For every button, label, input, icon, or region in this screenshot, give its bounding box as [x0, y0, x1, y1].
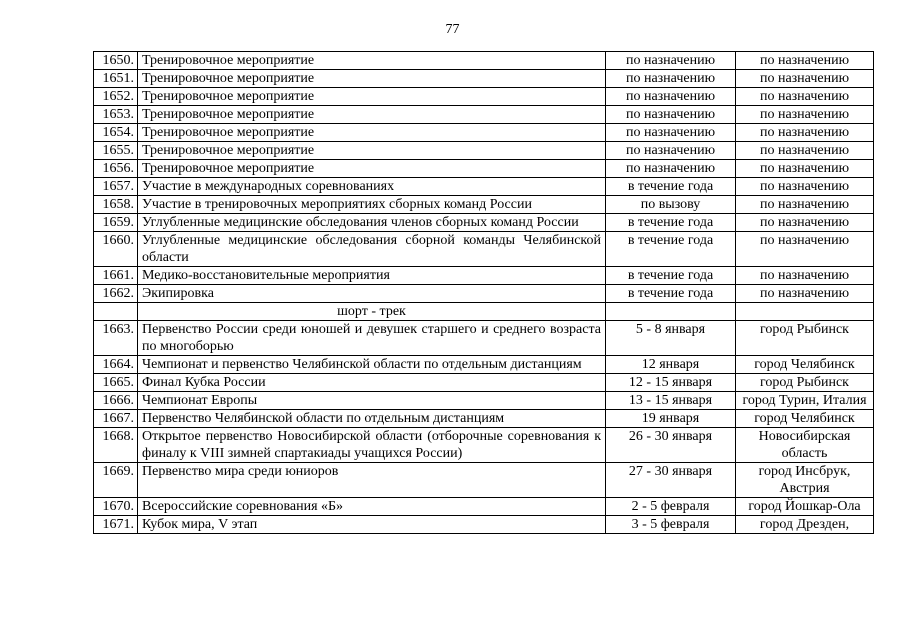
table-row: [94, 178, 874, 196]
row-number: 1650.: [94, 52, 138, 70]
event-date: 26 - 30 января: [606, 428, 736, 463]
table-row: [94, 498, 874, 516]
table-row: [94, 88, 874, 106]
event-date: 5 - 8 января: [606, 321, 736, 356]
table-row: [94, 196, 874, 214]
row-number: 1665.: [94, 374, 138, 392]
event-date: в течение года: [606, 214, 736, 232]
event-place: по назначению: [736, 106, 874, 124]
event-name: Чемпионат Европы: [138, 392, 606, 410]
table-row: [94, 374, 874, 392]
event-date: 3 - 5 февраля: [606, 516, 736, 534]
table-row: [94, 410, 874, 428]
event-date: по назначению: [606, 124, 736, 142]
event-place: по назначению: [736, 178, 874, 196]
row-number: 1658.: [94, 196, 138, 214]
event-name: Тренировочное мероприятие: [138, 160, 606, 178]
row-number: 1655.: [94, 142, 138, 160]
event-place: город Инсбрук, Австрия: [736, 463, 874, 498]
row-number: 1661.: [94, 267, 138, 285]
event-date: в течение года: [606, 267, 736, 285]
row-number: 1659.: [94, 214, 138, 232]
event-place: по назначению: [736, 88, 874, 106]
event-name: Тренировочное мероприятие: [138, 88, 606, 106]
event-place: город Турин, Италия: [736, 392, 874, 410]
event-name: Открытое первенство Новосибирской области (отборочные соревнования к финалу к VIII зимней спартакиады учащихся России): [138, 428, 606, 463]
table-row: [94, 516, 874, 534]
row-number: 1662.: [94, 285, 138, 303]
table-row: [94, 392, 874, 410]
table-row: [94, 356, 874, 374]
event-date: 19 января: [606, 410, 736, 428]
event-name: Углубленные медицинские обследования членов сборных команд России: [138, 214, 606, 232]
event-date: по назначению: [606, 88, 736, 106]
event-place: город Йошкар-Ола: [736, 498, 874, 516]
event-place: по назначению: [736, 267, 874, 285]
table-row: [94, 70, 874, 88]
page-number: 77: [445, 22, 460, 37]
event-place: город Дрезден,: [736, 516, 874, 534]
row-number: 1663.: [94, 321, 138, 356]
table-row: [94, 214, 874, 232]
row-number: 1656.: [94, 160, 138, 178]
event-name: Экипировка: [138, 285, 606, 303]
events-table: [93, 51, 874, 534]
event-name: Тренировочное мероприятие: [138, 106, 606, 124]
event-place: город Челябинск: [736, 410, 874, 428]
event-name: Участие в тренировочных мероприятиях сборных команд России: [138, 196, 606, 214]
row-number: 1653.: [94, 106, 138, 124]
table-row: [94, 232, 874, 267]
event-place: по назначению: [736, 214, 874, 232]
table-row: [94, 321, 874, 356]
event-name: Первенство Челябинской области по отдельным дистанциям: [138, 410, 606, 428]
event-place: по назначению: [736, 285, 874, 303]
table-row: [94, 463, 874, 498]
event-name: Тренировочное мероприятие: [138, 52, 606, 70]
row-number: 1660.: [94, 232, 138, 267]
row-number: 1668.: [94, 428, 138, 463]
event-place: по назначению: [736, 232, 874, 267]
table-row: [94, 428, 874, 463]
event-name: Первенство России среди юношей и девушек старшего и среднего возраста по многоборью: [138, 321, 606, 356]
event-name: Чемпионат и первенство Челябинской области по отдельным дистанциям: [138, 356, 606, 374]
row-number: 1670.: [94, 498, 138, 516]
event-name: Тренировочное мероприятие: [138, 142, 606, 160]
event-date: по назначению: [606, 142, 736, 160]
event-date: по назначению: [606, 106, 736, 124]
event-date: по назначению: [606, 160, 736, 178]
event-name: Первенство мира среди юниоров: [138, 463, 606, 498]
event-name: Всероссийские соревнования «Б»: [138, 498, 606, 516]
event-date: по назначению: [606, 70, 736, 88]
events-table-body: [94, 52, 874, 534]
event-name: Медико-восстановительные мероприятия: [138, 267, 606, 285]
row-number: 1669.: [94, 463, 138, 498]
event-place: по назначению: [736, 196, 874, 214]
section-row: [94, 303, 874, 321]
event-date: 2 - 5 февраля: [606, 498, 736, 516]
table-row: [94, 160, 874, 178]
event-name: Углубленные медицинские обследования сборной команды Челябинской области: [138, 232, 606, 267]
event-date: 13 - 15 января: [606, 392, 736, 410]
table-row: [94, 106, 874, 124]
event-place: Новосибирская область: [736, 428, 874, 463]
event-name: Финал Кубка России: [138, 374, 606, 392]
event-date: в течение года: [606, 285, 736, 303]
event-date: в течение года: [606, 178, 736, 196]
event-date: в течение года: [606, 232, 736, 267]
event-date: 12 - 15 января: [606, 374, 736, 392]
event-name: Участие в международных соревнованиях: [138, 178, 606, 196]
section-num-cell: [94, 303, 138, 321]
table-row: [94, 52, 874, 70]
row-number: 1657.: [94, 178, 138, 196]
event-name: Кубок мира, V этап: [138, 516, 606, 534]
row-number: 1664.: [94, 356, 138, 374]
event-place: город Рыбинск: [736, 321, 874, 356]
event-place: город Рыбинск: [736, 374, 874, 392]
event-date: 12 января: [606, 356, 736, 374]
section-title: шорт - трек: [138, 303, 606, 321]
event-name: Тренировочное мероприятие: [138, 70, 606, 88]
event-date: по назначению: [606, 52, 736, 70]
event-place: по назначению: [736, 124, 874, 142]
table-row: [94, 267, 874, 285]
section-date-cell: [606, 303, 736, 321]
event-place: по назначению: [736, 70, 874, 88]
event-place: по назначению: [736, 52, 874, 70]
row-number: 1651.: [94, 70, 138, 88]
event-place: по назначению: [736, 142, 874, 160]
event-place: город Челябинск: [736, 356, 874, 374]
event-name: Тренировочное мероприятие: [138, 124, 606, 142]
section-place-cell: [736, 303, 874, 321]
event-place: по назначению: [736, 160, 874, 178]
row-number: 1654.: [94, 124, 138, 142]
row-number: 1652.: [94, 88, 138, 106]
event-date: по вызову: [606, 196, 736, 214]
event-date: 27 - 30 января: [606, 463, 736, 498]
table-row: [94, 285, 874, 303]
row-number: 1666.: [94, 392, 138, 410]
row-number: 1667.: [94, 410, 138, 428]
table-row: [94, 124, 874, 142]
table-row: [94, 142, 874, 160]
row-number: 1671.: [94, 516, 138, 534]
